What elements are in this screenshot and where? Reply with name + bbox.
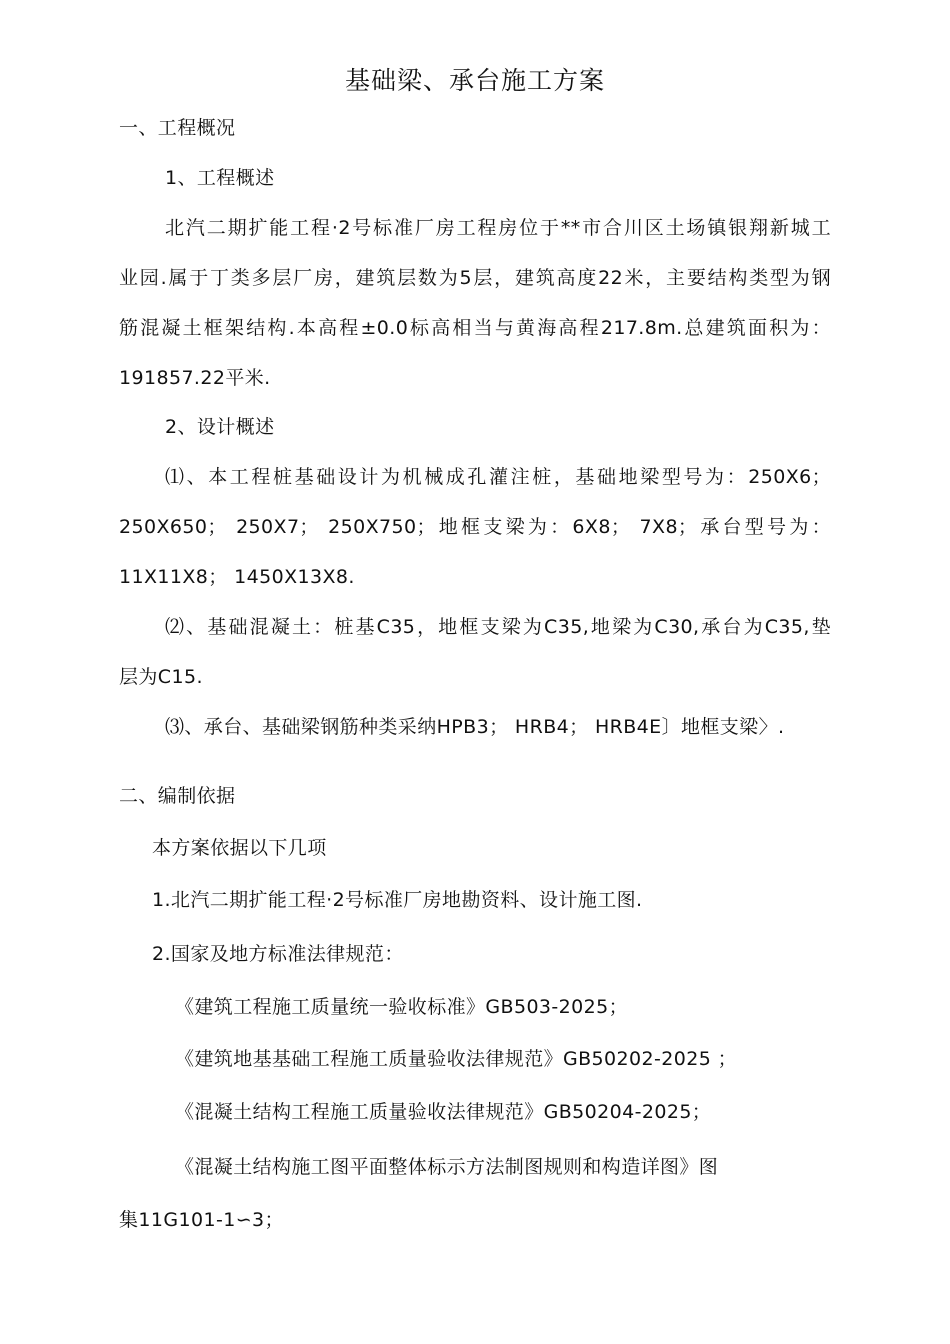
paragraph-line: 本方案依据以下几项 xyxy=(152,837,327,859)
list-item-line: 11X11X8； 1450X13X8. xyxy=(119,566,355,588)
list-item-line: 250X650； 250X7； 250X750；地框支梁为：6X8； 7X8；承台型号为： xyxy=(119,516,831,538)
standard-reference: 集11G101-1∽3； xyxy=(119,1209,284,1231)
paragraph-line: 筋混凝土框架结构.本高程±0.0标高相当与黄海高程217.8m.总建筑面积为： xyxy=(119,317,831,339)
subsection-heading-design-summary: 2、设计概述 xyxy=(165,416,275,438)
standard-reference: 《混凝土结构施工图平面整体标示方法制图规则和构造详图》图 xyxy=(175,1156,719,1178)
paragraph-line: 北汽二期扩能工程·2号标准厂房工程房位于**市合川区土场镇银翔新城工 xyxy=(165,217,831,239)
section-heading-overview: 一、工程概况 xyxy=(119,117,236,139)
list-item-line: 2.国家及地方标准法律规范： xyxy=(152,943,404,965)
standard-reference: 《建筑工程施工质量统一验收标准》GB503-2025； xyxy=(175,996,629,1018)
list-item-line: ⑶、承台、基础梁钢筋种类采纳HPB3； HRB4； HRB4E〕地框支梁〉. xyxy=(165,716,785,738)
standard-reference: 《混凝土结构工程施工质量验收法律规范》GB50204-2025； xyxy=(175,1101,712,1123)
list-item-line: 层为C15. xyxy=(119,666,203,688)
list-item-line: ⑵、基础混凝土：桩基C35，地框支梁为C35,地梁为C30,承台为C35,垫 xyxy=(165,616,831,638)
list-item-line: 1.北汽二期扩能工程·2号标准厂房地勘资料、设计施工图. xyxy=(152,889,643,911)
list-item-line: ⑴、本工程桩基础设计为机械成孔灌注桩，基础地梁型号为：250X6； xyxy=(165,466,831,488)
subsection-heading-project-summary: 1、工程概述 xyxy=(165,167,275,189)
paragraph-line: 业园.属于丁类多层厂房，建筑层数为5层，建筑高度22米，主要结构类型为钢 xyxy=(119,267,831,289)
paragraph-line: 191857.22平米. xyxy=(119,367,271,389)
document-title: 基础梁、承台施工方案 xyxy=(344,66,605,95)
standard-reference: 《建筑地基基础工程施工质量验收法律规范》GB50202-2025 ； xyxy=(175,1048,738,1070)
section-heading-basis: 二、编制依据 xyxy=(119,785,236,807)
